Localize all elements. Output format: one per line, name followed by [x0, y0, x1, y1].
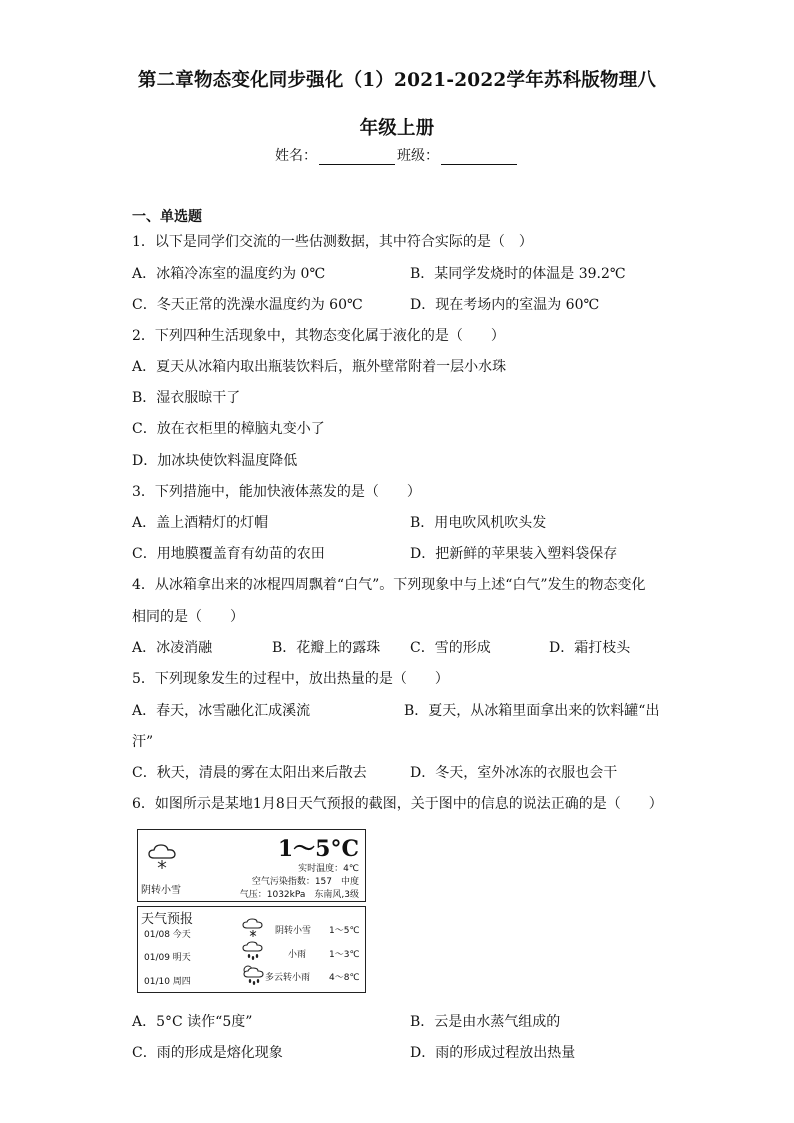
- option-c: C．秋天，清晨的雾在太阳出来后散去: [132, 765, 367, 781]
- name-blank[interactable]: [319, 150, 395, 165]
- option-d: D．雨的形成过程放出热量: [410, 1045, 576, 1061]
- option-a: A．冰凌消融: [132, 640, 213, 656]
- forecast-temp: 4～8℃: [329, 973, 360, 983]
- option-b: B．云是由水蒸气组成的: [410, 1014, 561, 1030]
- option-d: D．冬天，室外冰冻的衣服也会干: [410, 765, 618, 781]
- option-d: D．现在考场内的室温为 60℃: [410, 297, 600, 313]
- forecast-date: 01/08 今天: [144, 930, 191, 940]
- class-label: 班级：: [397, 148, 439, 164]
- forecast-date: 01/09 明天: [144, 953, 191, 963]
- weather-current-panel: [137, 829, 366, 902]
- weather-forecast-panel: [137, 906, 366, 993]
- option-a: A．冰箱冷冻室的温度约为 0℃: [132, 266, 326, 282]
- option-d: D．把新鲜的苹果装入塑料袋保存: [410, 546, 618, 562]
- option-c: C．放在衣柜里的樟脑丸变小了: [132, 421, 325, 437]
- option-b-cont: 汗”: [132, 734, 154, 750]
- question-stem: 4．从冰箱拿出来的冰棍四周飘着“白气”。下列现象中与上述“白气”发生的物态变化: [132, 577, 646, 593]
- question-stem: 3．下列措施中，能加快液体蒸发的是（ ）: [132, 484, 421, 500]
- option-c: C．雨的形成是熔化现象: [132, 1045, 283, 1061]
- option-b: B．某同学发烧时的体温是 39.2℃: [410, 266, 626, 282]
- option-a: A．夏天从冰箱内取出瓶装饮料后，瓶外壁常附着一层小水珠: [132, 359, 507, 375]
- weather-condition: 阴转小雪: [141, 885, 181, 896]
- question-stem: 5．下列现象发生的过程中，放出热量的是（ ）: [132, 671, 449, 687]
- forecast-temp: 1～5℃: [329, 926, 360, 936]
- sun-cloud-rain-icon: [242, 964, 266, 986]
- option-d: D．加冰块使饮料温度降低: [132, 453, 298, 469]
- question-stem: 2．下列四种生活现象中，其物态变化属于液化的是（ ）: [132, 328, 505, 344]
- question-stem: 1．以下是同学们交流的一些估测数据，其中符合实际的是（ ）: [132, 234, 533, 250]
- forecast-desc: 多云转小雨: [265, 973, 311, 983]
- question-stem-cont: 相同的是（ ）: [132, 609, 244, 625]
- forecast-desc: 阴转小雪: [275, 926, 312, 936]
- forecast-date: 01/10 周四: [144, 977, 191, 987]
- temperature-range: 1～5°C: [277, 836, 359, 862]
- air-quality: 空气污染指数：157 中度: [251, 877, 359, 887]
- option-b: B．夏天，从冰箱里面拿出来的饮料罐“出: [404, 703, 660, 719]
- option-b: B．湿衣服晾干了: [132, 390, 241, 406]
- option-c: C．雪的形成: [410, 640, 491, 656]
- page-title: 第二章物态变化同步强化（1）2021-2022学年苏科版物理八: [137, 70, 657, 91]
- name-label: 姓名：: [275, 148, 317, 164]
- option-a: A．盖上酒精灯的灯帽: [132, 515, 269, 531]
- pressure-wind: 气压：1032kPa 东南风,3级: [239, 890, 359, 900]
- section-heading: 一、单选题: [132, 209, 202, 225]
- forecast-desc: 小雨: [288, 950, 307, 960]
- option-c: C．冬天正常的洗澡水温度约为 60℃: [132, 297, 363, 313]
- option-a: A．5°C 读作“5度”: [132, 1014, 253, 1030]
- cloud-snow-icon: [147, 844, 179, 870]
- option-c: C．用地膜覆盖育有幼苗的农田: [132, 546, 325, 562]
- forecast-title: 天气预报: [141, 912, 194, 927]
- cloud-rain-icon: [242, 941, 264, 961]
- realtime-temp: 实时温度：4℃: [298, 864, 359, 874]
- class-blank[interactable]: [441, 150, 517, 165]
- option-a: A．春天，冰雪融化汇成溪流: [132, 703, 311, 719]
- forecast-temp: 1～3℃: [329, 950, 360, 960]
- question-stem: 6．如图所示是某地1月8日天气预报的截图，关于图中的信息的说法正确的是（ ）: [132, 796, 663, 812]
- option-d: D．霜打枝头: [549, 640, 631, 656]
- option-b: B．花瓣上的露珠: [272, 640, 381, 656]
- page-title-line2: 年级上册: [359, 118, 435, 139]
- student-info-bar: [0, 145, 794, 165]
- option-b: B．用电吹风机吹头发: [410, 515, 547, 531]
- cloud-snow-icon: [242, 918, 264, 938]
